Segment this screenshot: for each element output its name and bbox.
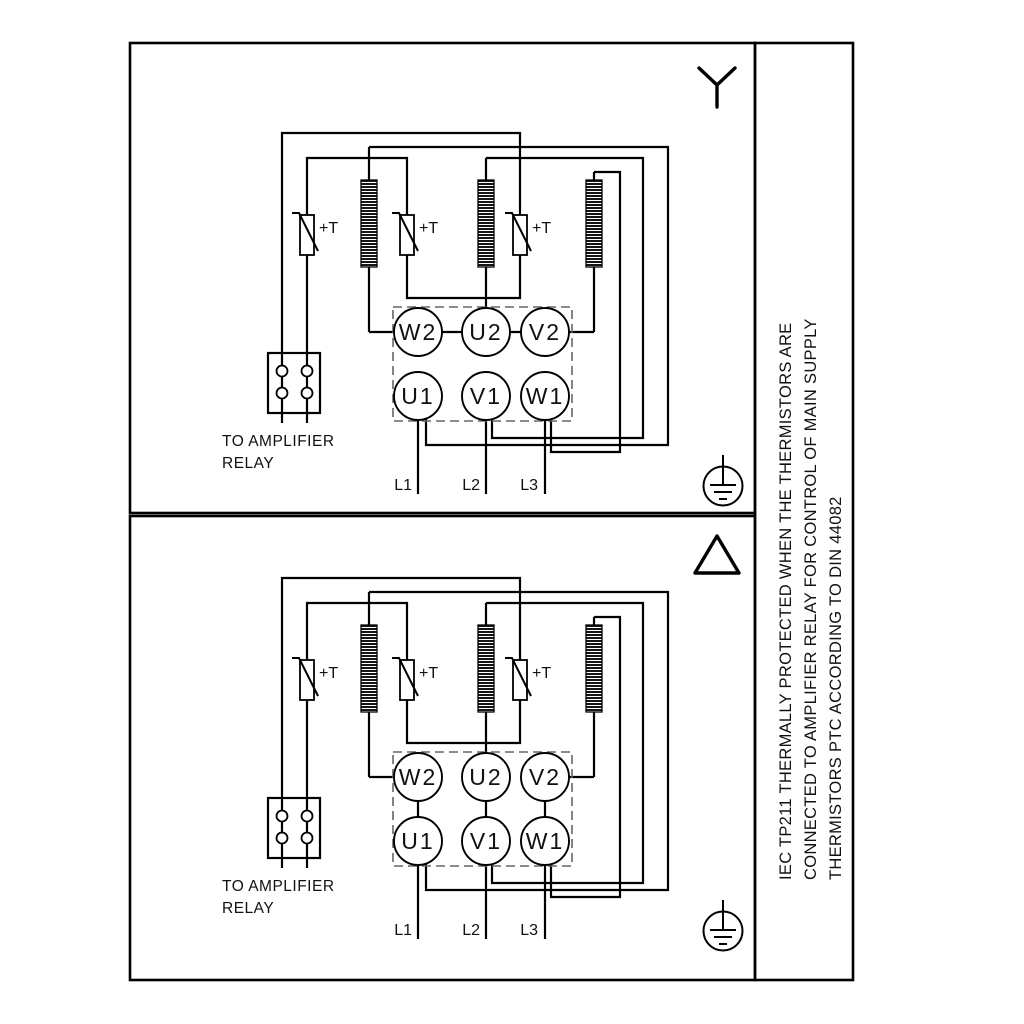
thermistor-icon: [392, 213, 418, 255]
side-note-line: CONNECTED TO AMPLIFIER RELAY FOR CONTROL OF MAIN SUPPLY: [802, 318, 820, 880]
thermistor-label: +T: [419, 220, 439, 237]
winding-coil: [361, 180, 377, 267]
supply-line-label: L3: [520, 477, 538, 494]
delta-panel: [222, 536, 743, 951]
terminal-label: U2: [469, 319, 503, 345]
relay-terminal: [277, 366, 288, 377]
thermistor-label: +T: [319, 665, 339, 682]
winding-coil: [361, 625, 377, 712]
thermistor-icon: [292, 658, 318, 700]
thermistor-label: +T: [419, 665, 439, 682]
terminal-label: U1: [401, 828, 435, 854]
winding-coil: [478, 625, 494, 712]
terminal-label: V2: [528, 764, 562, 790]
amplifier-relay-label: RELAY: [222, 900, 275, 917]
winding-coil: [586, 180, 602, 267]
supply-line-label: L1: [394, 922, 412, 939]
terminal-label: U1: [401, 383, 435, 409]
relay-terminal: [302, 811, 313, 822]
side-note-line: IEC TP211 THERMALLY PROTECTED WHEN THE THERMISTORS ARE: [777, 322, 795, 880]
relay-terminal: [277, 811, 288, 822]
thermistor-icon: [505, 213, 531, 255]
terminal-label: W1: [525, 828, 565, 854]
thermistor-icon: [292, 213, 318, 255]
terminal-label: V1: [469, 383, 503, 409]
relay-terminal: [302, 833, 313, 844]
protective-earth-icon: [704, 455, 743, 506]
winding-coil: [478, 180, 494, 267]
supply-line-label: L3: [520, 922, 538, 939]
relay-terminal-block: [268, 353, 320, 413]
winding-coil: [586, 625, 602, 712]
thermistor-icon: [392, 658, 418, 700]
terminal-label: W1: [525, 383, 565, 409]
relay-terminal: [277, 388, 288, 399]
terminal-label: W2: [398, 764, 438, 790]
terminal-label: V1: [469, 828, 503, 854]
star-panel: [222, 68, 743, 506]
relay-terminal: [302, 366, 313, 377]
terminal-label: V2: [528, 319, 562, 345]
amplifier-relay-label: RELAY: [222, 455, 275, 472]
terminal-label: W2: [398, 319, 438, 345]
thermistor-label: +T: [532, 220, 552, 237]
protective-earth-icon: [704, 900, 743, 951]
relay-terminal-block: [268, 798, 320, 858]
supply-line-label: L2: [462, 922, 480, 939]
side-note-line: THERMISTORS PTC ACCORDING TO DIN 44082: [827, 496, 845, 880]
terminal-label: U2: [469, 764, 503, 790]
supply-line-label: L1: [394, 477, 412, 494]
amplifier-relay-label: TO AMPLIFIER: [222, 878, 335, 895]
thermistor-icon: [505, 658, 531, 700]
delta-bridge-links: [418, 801, 545, 817]
star-connection-icon: [699, 68, 735, 107]
amplifier-relay-label: TO AMPLIFIER: [222, 433, 335, 450]
relay-terminal: [302, 388, 313, 399]
thermistor-label: +T: [319, 220, 339, 237]
relay-terminal: [277, 833, 288, 844]
thermistor-label: +T: [532, 665, 552, 682]
supply-line-label: L2: [462, 477, 480, 494]
delta-connection-icon: [695, 536, 739, 573]
